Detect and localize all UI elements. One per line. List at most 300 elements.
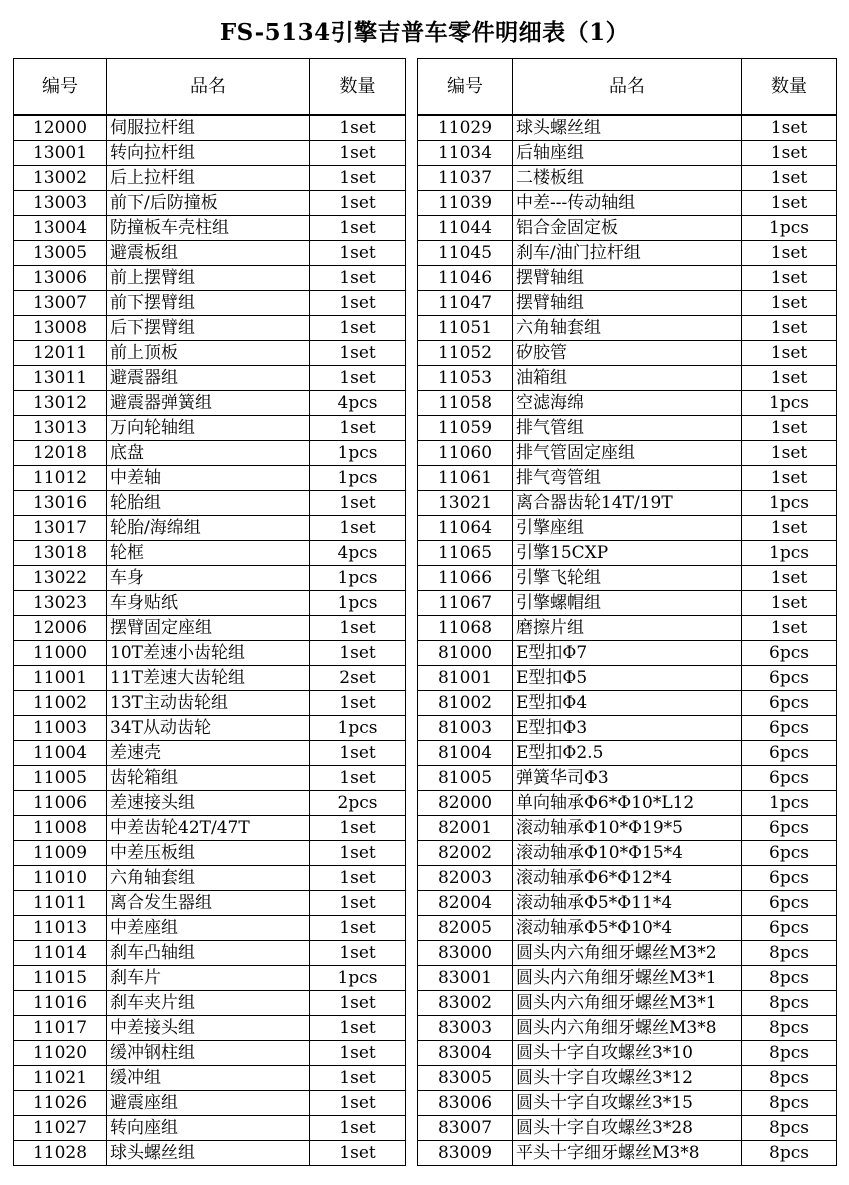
table-row xyxy=(418,716,837,741)
part-quantity: 8pcs xyxy=(742,1091,837,1116)
part-code: 11065 xyxy=(418,541,513,566)
part-code: 11012 xyxy=(14,466,107,491)
part-code: 81005 xyxy=(418,766,513,791)
table-row xyxy=(14,791,406,816)
table-row xyxy=(418,516,837,541)
part-quantity: 1set xyxy=(310,841,406,866)
part-name: 防撞板车壳柱组 xyxy=(107,216,310,241)
part-code: 11061 xyxy=(418,466,513,491)
part-name: 滚动轴承Φ10*Φ15*4 xyxy=(513,841,742,866)
table-row xyxy=(14,416,406,441)
part-code: 83000 xyxy=(418,941,513,966)
part-quantity: 1set xyxy=(742,566,837,591)
part-quantity: 6pcs xyxy=(742,766,837,791)
table-row xyxy=(418,1141,837,1166)
part-quantity: 1set xyxy=(310,691,406,716)
part-name: 中差接头组 xyxy=(107,1016,310,1041)
part-name: 引擎螺帽组 xyxy=(513,591,742,616)
table-row xyxy=(418,316,837,341)
part-name: 油箱组 xyxy=(513,366,742,391)
part-name: 圆头十字自攻螺丝3*15 xyxy=(513,1091,742,1116)
part-quantity: 1set xyxy=(310,941,406,966)
part-code: 82000 xyxy=(418,791,513,816)
part-name: 排气管组 xyxy=(513,416,742,441)
part-quantity: 1set xyxy=(742,516,837,541)
part-quantity: 1set xyxy=(742,416,837,441)
part-name: 球头螺丝组 xyxy=(513,115,742,141)
table-row xyxy=(418,1091,837,1116)
part-code: 11053 xyxy=(418,366,513,391)
part-quantity: 1pcs xyxy=(742,491,837,516)
part-quantity: 1set xyxy=(310,291,406,316)
table-row xyxy=(14,616,406,641)
table-row xyxy=(14,866,406,891)
part-quantity: 1set xyxy=(310,741,406,766)
part-name: 滚动轴承Φ5*Φ11*4 xyxy=(513,891,742,916)
part-code: 11016 xyxy=(14,991,107,1016)
part-code: 11020 xyxy=(14,1041,107,1066)
part-code: 83006 xyxy=(418,1091,513,1116)
part-quantity: 1set xyxy=(310,216,406,241)
part-quantity: 1set xyxy=(742,616,837,641)
part-code: 13004 xyxy=(14,216,107,241)
part-code: 13021 xyxy=(418,491,513,516)
part-name: 铝合金固定板 xyxy=(513,216,742,241)
part-name: 避震板组 xyxy=(107,241,310,266)
part-name: 万向轮轴组 xyxy=(107,416,310,441)
table-row xyxy=(418,141,837,166)
part-quantity: 8pcs xyxy=(742,991,837,1016)
table-row xyxy=(14,691,406,716)
part-name: 圆头内六角细牙螺丝M3*8 xyxy=(513,1016,742,1041)
part-code: 12011 xyxy=(14,341,107,366)
table-row xyxy=(14,541,406,566)
table-row xyxy=(418,566,837,591)
part-name: 排气弯管组 xyxy=(513,466,742,491)
table-row xyxy=(418,115,837,141)
part-code: 13008 xyxy=(14,316,107,341)
part-code: 11010 xyxy=(14,866,107,891)
part-code: 11059 xyxy=(418,416,513,441)
part-quantity: 1set xyxy=(742,466,837,491)
part-code: 11046 xyxy=(418,266,513,291)
part-code: 83004 xyxy=(418,1041,513,1066)
part-code: 81003 xyxy=(418,716,513,741)
header-row xyxy=(418,59,837,116)
part-code: 13012 xyxy=(14,391,107,416)
part-name: 圆头十字自攻螺丝3*12 xyxy=(513,1066,742,1091)
part-code: 11044 xyxy=(418,216,513,241)
part-name: 刹车夹片组 xyxy=(107,991,310,1016)
part-code: 13002 xyxy=(14,166,107,191)
part-code: 81004 xyxy=(418,741,513,766)
part-quantity: 1set xyxy=(742,441,837,466)
part-name: 圆头内六角细牙螺丝M3*1 xyxy=(513,991,742,1016)
part-code: 11028 xyxy=(14,1141,107,1166)
part-quantity: 1set xyxy=(742,241,837,266)
part-name: 中差齿轮42T/47T xyxy=(107,816,310,841)
table-row xyxy=(14,1016,406,1041)
part-quantity: 1set xyxy=(742,291,837,316)
table-row xyxy=(418,841,837,866)
part-quantity: 1set xyxy=(310,616,406,641)
part-quantity: 1set xyxy=(310,115,406,141)
table-row xyxy=(14,516,406,541)
part-code: 11051 xyxy=(418,316,513,341)
part-code: 11021 xyxy=(14,1066,107,1091)
part-name: 齿轮箱组 xyxy=(107,766,310,791)
table-row xyxy=(14,941,406,966)
part-code: 11039 xyxy=(418,191,513,216)
table-row xyxy=(14,916,406,941)
part-name: 刹车/油门拉杆组 xyxy=(513,241,742,266)
part-quantity: 1set xyxy=(310,1041,406,1066)
part-name: 二楼板组 xyxy=(513,166,742,191)
table-row xyxy=(418,741,837,766)
table-row xyxy=(418,166,837,191)
part-name: 前上摆臂组 xyxy=(107,266,310,291)
part-code: 13003 xyxy=(14,191,107,216)
part-name: 10T差速小齿轮组 xyxy=(107,641,310,666)
part-quantity: 1pcs xyxy=(310,566,406,591)
part-name: 摆臂轴组 xyxy=(513,266,742,291)
table-row xyxy=(418,866,837,891)
table-row xyxy=(418,241,837,266)
part-code: 82002 xyxy=(418,841,513,866)
part-quantity: 1set xyxy=(310,766,406,791)
part-code: 12000 xyxy=(14,115,107,141)
table-row xyxy=(14,115,406,141)
table-row xyxy=(14,991,406,1016)
column-header-qty: 数量 xyxy=(742,59,837,116)
part-name: 六角轴套组 xyxy=(107,866,310,891)
part-name: 34T从动齿轮 xyxy=(107,716,310,741)
part-quantity: 1set xyxy=(310,866,406,891)
part-name: 差速壳 xyxy=(107,741,310,766)
part-name: 弹簧华司Φ3 xyxy=(513,766,742,791)
part-quantity: 1set xyxy=(310,316,406,341)
table-row xyxy=(418,941,837,966)
part-quantity: 1set xyxy=(310,141,406,166)
parts-table-right xyxy=(417,58,837,1166)
part-code: 11000 xyxy=(14,641,107,666)
part-quantity: 1pcs xyxy=(310,591,406,616)
part-name: 球头螺丝组 xyxy=(107,1141,310,1166)
table-row xyxy=(14,366,406,391)
table-row xyxy=(418,691,837,716)
table-row xyxy=(14,1066,406,1091)
part-quantity: 1set xyxy=(742,266,837,291)
table-row xyxy=(418,341,837,366)
table-row xyxy=(14,441,406,466)
table-row xyxy=(418,216,837,241)
table-row xyxy=(14,291,406,316)
part-name: 伺服拉杆组 xyxy=(107,115,310,141)
table-row xyxy=(418,641,837,666)
table-row xyxy=(418,1016,837,1041)
part-quantity: 1set xyxy=(310,416,406,441)
part-quantity: 1set xyxy=(310,166,406,191)
part-code: 11047 xyxy=(418,291,513,316)
part-quantity: 6pcs xyxy=(742,691,837,716)
part-name: 刹车片 xyxy=(107,966,310,991)
part-code: 11017 xyxy=(14,1016,107,1041)
part-name: 平头十字细牙螺丝M3*8 xyxy=(513,1141,742,1166)
part-name: E型扣Φ2.5 xyxy=(513,741,742,766)
part-quantity: 6pcs xyxy=(742,816,837,841)
part-name: 前上顶板 xyxy=(107,341,310,366)
part-name: 离合发生器组 xyxy=(107,891,310,916)
part-code: 11045 xyxy=(418,241,513,266)
part-code: 11005 xyxy=(14,766,107,791)
table-row xyxy=(14,1041,406,1066)
part-code: 11013 xyxy=(14,916,107,941)
part-quantity: 8pcs xyxy=(742,1116,837,1141)
part-quantity: 1set xyxy=(310,491,406,516)
part-quantity: 1set xyxy=(742,191,837,216)
part-name: 六角轴套组 xyxy=(513,316,742,341)
table-row xyxy=(418,991,837,1016)
part-code: 11015 xyxy=(14,966,107,991)
part-quantity: 2set xyxy=(310,666,406,691)
table-row xyxy=(14,741,406,766)
table-row xyxy=(418,916,837,941)
column-header-code: 编号 xyxy=(418,59,513,116)
part-code: 11067 xyxy=(418,591,513,616)
table-row xyxy=(418,766,837,791)
part-quantity: 1set xyxy=(310,516,406,541)
table-row xyxy=(418,1066,837,1091)
table-row xyxy=(418,1041,837,1066)
table-row xyxy=(14,341,406,366)
table-row xyxy=(14,666,406,691)
part-quantity: 1pcs xyxy=(742,391,837,416)
part-quantity: 1set xyxy=(310,366,406,391)
part-quantity: 6pcs xyxy=(742,866,837,891)
part-code: 11027 xyxy=(14,1116,107,1141)
part-name: 避震座组 xyxy=(107,1091,310,1116)
table-row xyxy=(418,441,837,466)
part-name: 圆头十字自攻螺丝3*10 xyxy=(513,1041,742,1066)
table-row xyxy=(14,816,406,841)
part-name: E型扣Φ5 xyxy=(513,666,742,691)
part-code: 13007 xyxy=(14,291,107,316)
part-name: 滚动轴承Φ10*Φ19*5 xyxy=(513,816,742,841)
part-quantity: 8pcs xyxy=(742,1066,837,1091)
header-row xyxy=(14,59,406,116)
part-code: 11066 xyxy=(418,566,513,591)
part-name: 轮胎组 xyxy=(107,491,310,516)
table-row xyxy=(418,666,837,691)
part-quantity: 1set xyxy=(742,591,837,616)
part-name: 中差---传动轴组 xyxy=(513,191,742,216)
table-row xyxy=(14,591,406,616)
part-code: 11034 xyxy=(418,141,513,166)
part-code: 13022 xyxy=(14,566,107,591)
part-quantity: 6pcs xyxy=(742,641,837,666)
part-name: 刹车凸轴组 xyxy=(107,941,310,966)
part-name: 避震器弹簧组 xyxy=(107,391,310,416)
part-quantity: 1set xyxy=(310,1141,406,1166)
part-code: 11060 xyxy=(418,441,513,466)
table-row xyxy=(14,241,406,266)
part-quantity: 1set xyxy=(310,241,406,266)
part-name: 中差压板组 xyxy=(107,841,310,866)
column-header-name: 品名 xyxy=(107,59,310,116)
part-quantity: 1set xyxy=(310,991,406,1016)
table-row xyxy=(418,966,837,991)
part-code: 13011 xyxy=(14,366,107,391)
part-code: 11011 xyxy=(14,891,107,916)
part-name: 滚动轴承Φ6*Φ12*4 xyxy=(513,866,742,891)
part-name: 前下摆臂组 xyxy=(107,291,310,316)
part-code: 82003 xyxy=(418,866,513,891)
part-name: 引擎飞轮组 xyxy=(513,566,742,591)
part-name: 引擎15CXP xyxy=(513,541,742,566)
table-row xyxy=(418,616,837,641)
part-quantity: 6pcs xyxy=(742,841,837,866)
part-quantity: 1set xyxy=(742,141,837,166)
part-code: 13005 xyxy=(14,241,107,266)
part-code: 11002 xyxy=(14,691,107,716)
part-name: 空滤海绵 xyxy=(513,391,742,416)
part-name: 避震器组 xyxy=(107,366,310,391)
part-name: E型扣Φ4 xyxy=(513,691,742,716)
part-quantity: 1set xyxy=(742,115,837,141)
part-code: 11026 xyxy=(14,1091,107,1116)
part-code: 13023 xyxy=(14,591,107,616)
table-row xyxy=(14,216,406,241)
part-code: 11037 xyxy=(418,166,513,191)
part-name: 摆臂轴组 xyxy=(513,291,742,316)
part-quantity: 8pcs xyxy=(742,941,837,966)
part-quantity: 8pcs xyxy=(742,1016,837,1041)
part-name: 引擎座组 xyxy=(513,516,742,541)
table-row xyxy=(14,566,406,591)
part-quantity: 1pcs xyxy=(742,541,837,566)
part-code: 83009 xyxy=(418,1141,513,1166)
part-name: E型扣Φ3 xyxy=(513,716,742,741)
table-row xyxy=(14,641,406,666)
part-name: 转向座组 xyxy=(107,1116,310,1141)
part-quantity: 1set xyxy=(310,891,406,916)
part-name: 矽胶管 xyxy=(513,341,742,366)
part-code: 13006 xyxy=(14,266,107,291)
part-code: 11006 xyxy=(14,791,107,816)
part-quantity: 6pcs xyxy=(742,716,837,741)
part-code: 11068 xyxy=(418,616,513,641)
part-quantity: 1set xyxy=(310,916,406,941)
part-quantity: 1set xyxy=(310,816,406,841)
table-row xyxy=(14,1116,406,1141)
part-code: 11003 xyxy=(14,716,107,741)
part-name: 中差轴 xyxy=(107,466,310,491)
part-quantity: 1set xyxy=(742,341,837,366)
table-row xyxy=(418,391,837,416)
table-row xyxy=(418,816,837,841)
part-code: 12006 xyxy=(14,616,107,641)
part-quantity: 6pcs xyxy=(742,666,837,691)
part-code: 13017 xyxy=(14,516,107,541)
part-quantity: 1set xyxy=(310,1116,406,1141)
part-code: 83007 xyxy=(418,1116,513,1141)
part-code: 11001 xyxy=(14,666,107,691)
part-quantity: 1pcs xyxy=(310,466,406,491)
table-row xyxy=(14,891,406,916)
table-row xyxy=(418,291,837,316)
part-code: 11058 xyxy=(418,391,513,416)
part-name: 车身 xyxy=(107,566,310,591)
table-row xyxy=(14,266,406,291)
table-row xyxy=(14,841,406,866)
table-row xyxy=(14,391,406,416)
table-row xyxy=(14,966,406,991)
part-quantity: 1pcs xyxy=(310,966,406,991)
part-quantity: 1pcs xyxy=(310,716,406,741)
part-name: E型扣Φ7 xyxy=(513,641,742,666)
table-row xyxy=(418,491,837,516)
part-name: 磨擦片组 xyxy=(513,616,742,641)
part-code: 83003 xyxy=(418,1016,513,1041)
part-code: 81001 xyxy=(418,666,513,691)
part-name: 轮框 xyxy=(107,541,310,566)
part-quantity: 6pcs xyxy=(742,916,837,941)
part-quantity: 4pcs xyxy=(310,391,406,416)
part-name: 差速接头组 xyxy=(107,791,310,816)
part-name: 中差座组 xyxy=(107,916,310,941)
part-name: 离合器齿轮14T/19T xyxy=(513,491,742,516)
part-quantity: 1set xyxy=(742,166,837,191)
part-code: 11029 xyxy=(418,115,513,141)
part-name: 车身贴纸 xyxy=(107,591,310,616)
parts-table-left xyxy=(13,58,406,1166)
part-quantity: 6pcs xyxy=(742,741,837,766)
part-code: 11009 xyxy=(14,841,107,866)
table-row xyxy=(14,466,406,491)
part-name: 13T主动齿轮组 xyxy=(107,691,310,716)
column-header-qty: 数量 xyxy=(310,59,406,116)
part-name: 单向轴承Φ6*Φ10*L12 xyxy=(513,791,742,816)
part-quantity: 6pcs xyxy=(742,891,837,916)
table-row xyxy=(418,366,837,391)
part-quantity: 1set xyxy=(310,641,406,666)
part-code: 83001 xyxy=(418,966,513,991)
part-code: 11004 xyxy=(14,741,107,766)
part-quantity: 1pcs xyxy=(742,791,837,816)
part-name: 圆头内六角细牙螺丝M3*2 xyxy=(513,941,742,966)
column-header-code: 编号 xyxy=(14,59,107,116)
table-row xyxy=(418,791,837,816)
part-quantity: 1pcs xyxy=(742,216,837,241)
part-code: 12018 xyxy=(14,441,107,466)
part-code: 81000 xyxy=(418,641,513,666)
part-code: 11008 xyxy=(14,816,107,841)
part-code: 13001 xyxy=(14,141,107,166)
part-name: 滚动轴承Φ5*Φ10*4 xyxy=(513,916,742,941)
part-quantity: 8pcs xyxy=(742,1041,837,1066)
table-row xyxy=(14,166,406,191)
part-quantity: 1set xyxy=(310,1066,406,1091)
part-name: 转向拉杆组 xyxy=(107,141,310,166)
table-row xyxy=(14,191,406,216)
part-quantity: 1set xyxy=(310,341,406,366)
table-row xyxy=(14,716,406,741)
part-name: 11T差速大齿轮组 xyxy=(107,666,310,691)
table-row xyxy=(14,766,406,791)
table-row xyxy=(418,266,837,291)
part-quantity: 1set xyxy=(310,1091,406,1116)
part-name: 底盘 xyxy=(107,441,310,466)
